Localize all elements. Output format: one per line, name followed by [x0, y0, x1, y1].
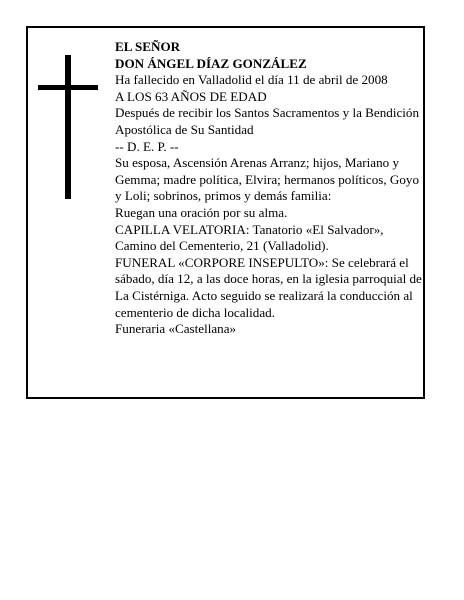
death-info: Ha fallecido en Valladolid el día 11 de abril de 2008 [115, 72, 388, 88]
cross-horizontal-bar [38, 85, 98, 90]
funeral-line: FUNERAL «CORPORE INSEPULTO»: Se celebrará el sábado, día 12, a las doce horas, en la iglesia parroquial de La Cistérniga. Acto seguido se realizará la conducción al cementerio de dicha localidad. [115, 254, 422, 320]
notice-title: EL SEÑOR [115, 39, 181, 54]
obituary-notice [26, 26, 425, 399]
family-line: Su esposa, Ascensión Arenas Arranz; hijos, Mariano y Gemma; madre política, Elvira; hermanos políticos, Goyo y Loli; sobrinos, primos y demás familia: [115, 155, 419, 204]
wake-line: CAPILLA VELATORIA: Tanatorio «El Salvador», Camino del Cementerio, 21 (Valladolid). [115, 221, 384, 254]
notice-text [115, 39, 423, 338]
cross-vertical-bar [65, 55, 71, 199]
sacraments-line: Después de recibir los Santos Sacramentos y la Bendición Apostólica de Su Santidad [115, 105, 419, 137]
cross-icon [38, 55, 98, 199]
rip-line: -- D. E. P. -- [115, 138, 179, 154]
age-line: A LOS 63 AÑOS DE EDAD [115, 88, 267, 104]
deceased-name: DON ÁNGEL DÍAZ GONZÁLEZ [115, 55, 307, 71]
prayer-line: Ruegan una oración por su alma. [115, 204, 288, 220]
funeral-home-line: Funeraria «Castellana» [115, 321, 237, 337]
